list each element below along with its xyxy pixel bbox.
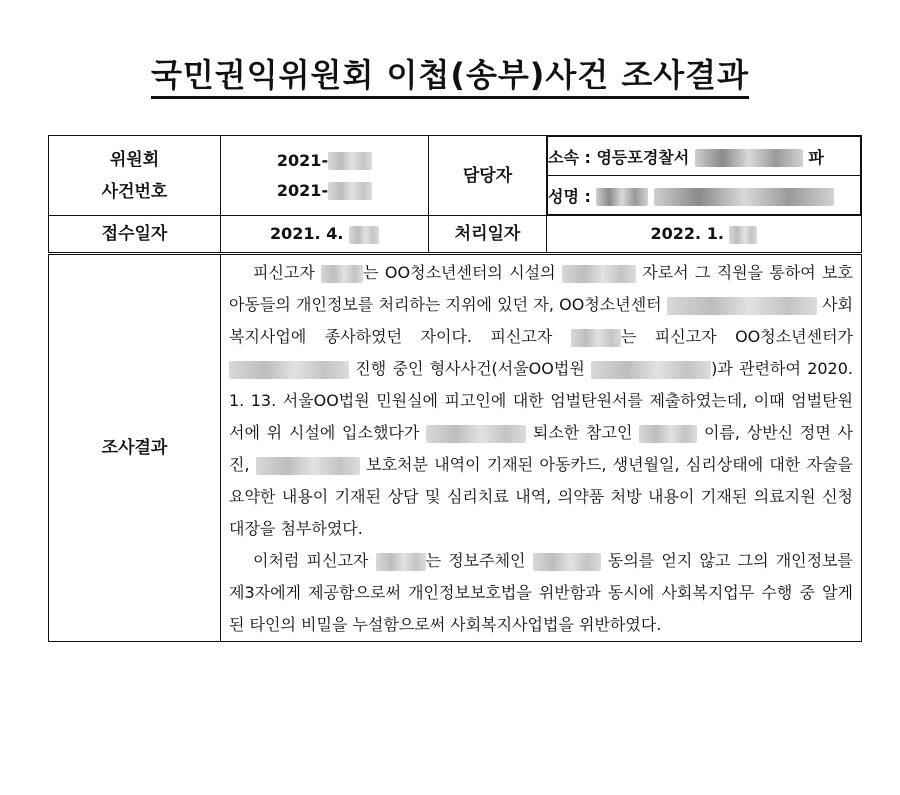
result-label: 조사결과 (49, 254, 221, 642)
report-table (48, 135, 862, 642)
case-number-label-line2: 사건번호 (101, 181, 168, 202)
officer-name: 성명 : (548, 176, 861, 215)
case-number-label-cell (49, 136, 221, 216)
case-number-row (49, 136, 862, 216)
received-date-value: 2021. 4. (221, 216, 429, 254)
document-title-text: 국민권익위원회 이첩(송부)사건 조사결과 (151, 56, 749, 99)
result-row (49, 254, 862, 642)
result-body-cell (221, 254, 862, 642)
case-number-values-cell (221, 136, 429, 216)
case-number-2: 2021- (221, 176, 428, 206)
case-number-1: 2021- (221, 146, 428, 176)
officer-label: 담당자 (429, 136, 547, 216)
officer-info-table (547, 136, 861, 215)
document-title (0, 50, 900, 96)
officer-info-cell (547, 136, 862, 216)
processed-date-value: 2022. 1. (547, 216, 862, 254)
case-number-label-line1: 위원회 (109, 149, 160, 170)
received-date-label: 접수일자 (49, 216, 221, 254)
result-paragraph-2: 이처럼 피신고자 는 정보주체인 동의를 얻지 않고 그의 개인정보를 제3자에게 제공함으로써 개인정보보호법을 위반함과 동시에 사회복지업무 수행 중 알게 된 타인의 비밀을 누설함으로써 사회복지사업법을 위반하였다. (229, 551, 853, 634)
officer-affiliation: 소속 : 영등포경찰서 파 (548, 137, 861, 176)
result-paragraph-1: 피신고자 는 OO청소년센터의 시설의 자로서 그 직원을 통하여 보호 아동들의 개인정보를 처리하는 지위에 있던 자, OO청소년센터 사회복지사업에 종사하였던 자이다. 피신고자 는 피신고자 OO청소년센터가 진행 중인 형사사건(서울OO법원 )과 관련하여 2020. 1. 13. 서울OO법원 민원실에 피고인에 대한 엄벌탄원서를 제출하였는데, 이때 엄벌탄원서에 위 시설에 입소했다가 퇴소한 참고인 이름, 상반신 정면 사진, 보호처분 내역이 기재된 아동카드, 생년월일, 심리상태에 대한 자술을 요약한 내용이 기재된 상담 및 심리치료 내역, 의약품 처방 내용이 기재된 의료지원 신청 대장을 첨부하였다. (229, 263, 854, 538)
result-body (221, 255, 861, 641)
processed-date-label: 처리일자 (429, 216, 547, 254)
date-row (49, 216, 862, 254)
